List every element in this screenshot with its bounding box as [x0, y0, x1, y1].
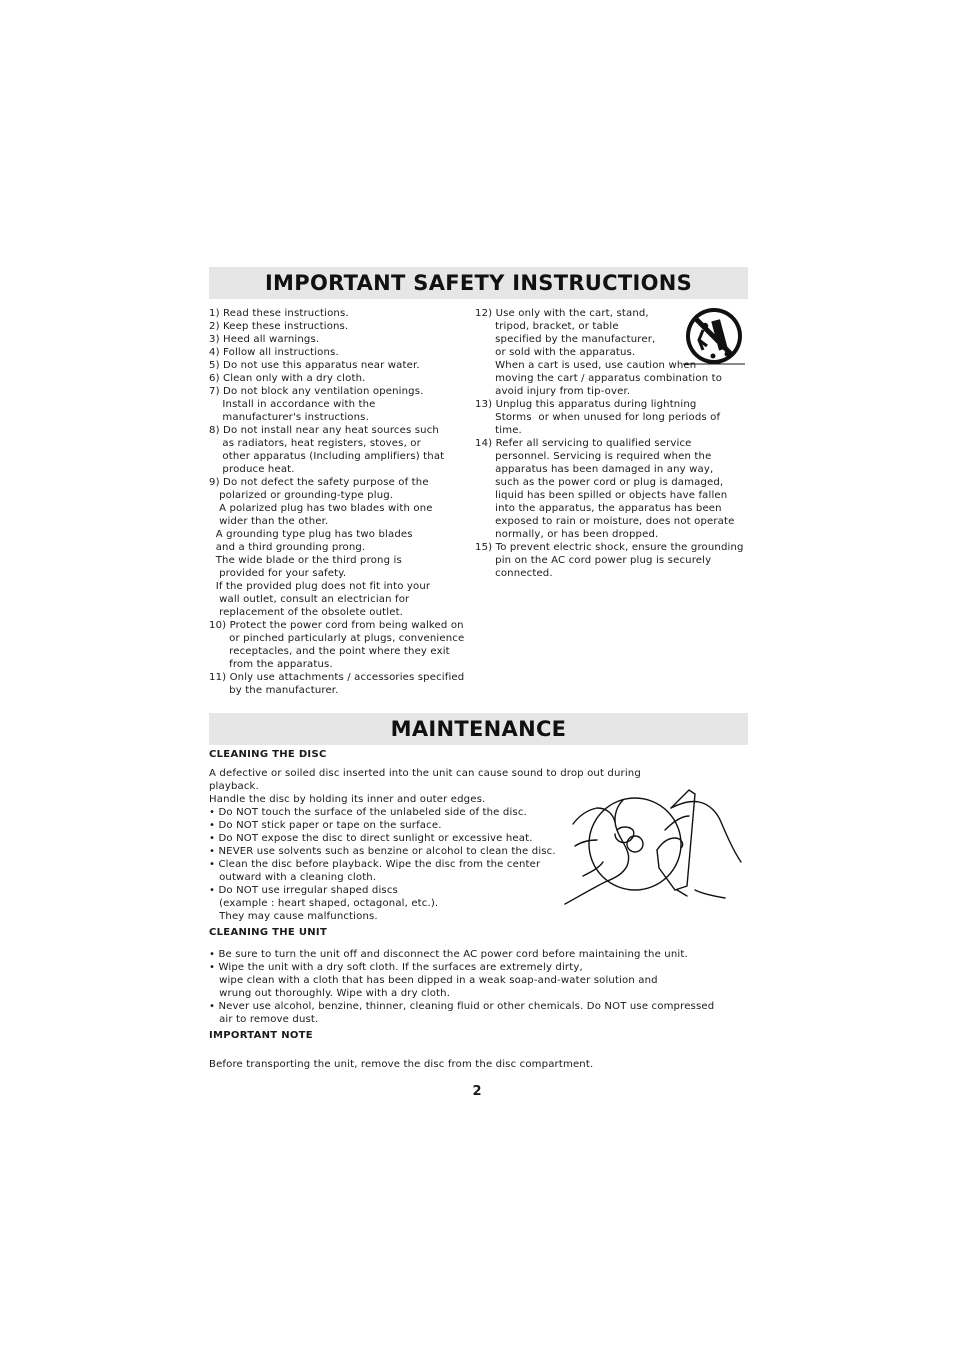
safety-instruction-line: The wide blade or the third prong is — [209, 555, 402, 566]
cleaning-disc-line: outward with a cleaning cloth. — [209, 872, 377, 883]
cleaning-disc-line: They may cause malfunctions. — [209, 911, 378, 922]
safety-instruction-line: from the apparatus. — [209, 659, 333, 670]
safety-instruction-line: as radiators, heat registers, stoves, or — [209, 438, 421, 449]
safety-instruction-line: wider than the other. — [209, 516, 329, 527]
safety-instruction-line: 15) To prevent electric shock, ensure the grounding — [475, 542, 744, 553]
maintenance-title: MAINTENANCE — [209, 713, 748, 745]
safety-instruction-line: replacement of the obsolete outlet. — [209, 607, 404, 618]
safety-instruction-line: or sold with the apparatus. — [475, 347, 636, 358]
safety-instruction-line: 1) Read these instructions. — [209, 308, 349, 319]
safety-instruction-line: normally, or has been dropped. — [475, 529, 659, 540]
safety-instruction-line: If the provided plug does not fit into your — [209, 581, 431, 592]
safety-instruction-line: When a cart is used, use caution when — [475, 360, 697, 371]
safety-instruction-line: A grounding type plug has two blades — [209, 529, 413, 540]
cleaning-disc-line: • NEVER use solvents such as benzine or alcohol to clean the disc. — [209, 846, 556, 857]
safety-instructions-title: IMPORTANT SAFETY INSTRUCTIONS — [209, 267, 748, 299]
important-note-text: Before transporting the unit, remove the disc from the disc compartment. — [209, 1059, 594, 1070]
safety-instruction-line: time. — [475, 425, 522, 436]
safety-instruction-line: such as the power cord or plug is damaged, — [475, 477, 724, 488]
safety-instruction-line: moving the cart / apparatus combination to — [475, 373, 723, 384]
cleaning-unit-line: • Wipe the unit with a dry soft cloth. If the surfaces are extremely dirty, — [209, 962, 583, 973]
safety-instruction-line: 11) Only use attachments / accessories specified — [209, 672, 465, 683]
safety-instruction-line: exposed to rain or moisture, does not operate — [475, 516, 735, 527]
cleaning-disc-line: • Do NOT stick paper or tape on the surface. — [209, 820, 442, 831]
safety-instruction-line: polarized or grounding-type plug. — [209, 490, 394, 501]
safety-instruction-line: Storms or when unused for long periods of — [475, 412, 721, 423]
cleaning-unit-line: • Never use alcohol, benzine, thinner, cleaning fluid or other chemicals. Do NOT use compressed — [209, 1001, 715, 1012]
safety-instruction-line: or pinched particularly at plugs, convenience — [209, 633, 465, 644]
safety-instruction-line: 5) Do not use this apparatus near water. — [209, 360, 420, 371]
cart-tip-over-warning-icon — [683, 306, 747, 368]
safety-instruction-line: 6) Clean only with a dry cloth. — [209, 373, 366, 384]
cleaning-unit-line: wipe clean with a cloth that has been dipped in a weak soap-and-water solution and — [209, 975, 658, 986]
safety-instruction-line: 8) Do not install near any heat sources such — [209, 425, 439, 436]
safety-instruction-line: by the manufacturer. — [209, 685, 339, 696]
safety-instruction-line: produce heat. — [209, 464, 295, 475]
safety-instruction-line: 13) Unplug this apparatus during lightning — [475, 399, 697, 410]
safety-instruction-line: Install in accordance with the — [209, 399, 376, 410]
cleaning-unit-line: wrung out thoroughly. Wipe with a dry cloth. — [209, 988, 451, 999]
cleaning-disc-line: • Do NOT use irregular shaped discs — [209, 885, 398, 896]
cleaning-disc-line: • Do NOT expose the disc to direct sunlight or excessive heat. — [209, 833, 533, 844]
safety-instruction-line: 9) Do not defect the safety purpose of the — [209, 477, 429, 488]
cleaning-disc-line: • Do NOT touch the surface of the unlabeled side of the disc. — [209, 807, 527, 818]
safety-instruction-line: tripod, bracket, or table — [475, 321, 619, 332]
safety-instruction-line: A polarized plug has two blades with one — [209, 503, 433, 514]
cleaning-disc-line: (example : heart shaped, octagonal, etc.). — [209, 898, 439, 909]
safety-instruction-line: and a third grounding prong. — [209, 542, 366, 553]
hands-holding-disc-illustration — [563, 786, 745, 908]
important-note-heading: IMPORTANT NOTE — [209, 1030, 313, 1041]
safety-instruction-line: personnel. Servicing is required when the — [475, 451, 712, 462]
safety-instruction-line: avoid injury from tip-over. — [475, 386, 631, 397]
safety-instruction-line: 3) Heed all warnings. — [209, 334, 320, 345]
safety-instruction-line: 12) Use only with the cart, stand, — [475, 308, 649, 319]
safety-instruction-line: 14) Refer all servicing to qualified service — [475, 438, 692, 449]
safety-instruction-line: 10) Protect the power cord from being walked on — [209, 620, 464, 631]
safety-instruction-line: other apparatus (Including amplifiers) that — [209, 451, 445, 462]
safety-instruction-line: wall outlet, consult an electrician for — [209, 594, 410, 605]
cleaning-unit-line: • Be sure to turn the unit off and disconnect the AC power cord before maintaining the unit. — [209, 949, 688, 960]
safety-instruction-line: 2) Keep these instructions. — [209, 321, 349, 332]
safety-instruction-line: pin on the AC cord power plug is securely — [475, 555, 712, 566]
safety-instruction-line: 4) Follow all instructions. — [209, 347, 339, 358]
safety-instruction-line: into the apparatus, the apparatus has been — [475, 503, 722, 514]
safety-instruction-line: 7) Do not block any ventilation openings. — [209, 386, 424, 397]
safety-instruction-line: receptacles, and the point where they exit — [209, 646, 450, 657]
safety-instruction-line: connected. — [475, 568, 553, 579]
cleaning-disc-line: A defective or soiled disc inserted into the unit can cause sound to drop out during — [209, 768, 641, 779]
page-number: 2 — [472, 1084, 482, 1099]
cleaning-disc-line: • Clean the disc before playback. Wipe the disc from the center — [209, 859, 541, 870]
cleaning-unit-text — [209, 948, 749, 1026]
safety-instruction-line: provided for your safety. — [209, 568, 347, 579]
safety-list-left — [209, 307, 471, 697]
cleaning-unit-line: air to remove dust. — [209, 1014, 319, 1025]
safety-instruction-line: liquid has been spilled or objects have fallen — [475, 490, 728, 501]
cleaning-disc-line: playback. — [209, 781, 259, 792]
safety-instruction-line: manufacturer's instructions. — [209, 412, 369, 423]
safety-instruction-line: specified by the manufacturer, — [475, 334, 656, 345]
cleaning-disc-heading: CLEANING THE DISC — [209, 749, 327, 760]
cleaning-unit-heading: CLEANING THE UNIT — [209, 927, 328, 938]
cleaning-disc-line: Handle the disc by holding its inner and outer edges. — [209, 794, 486, 805]
safety-instruction-line: apparatus has been damaged in any way, — [475, 464, 714, 475]
